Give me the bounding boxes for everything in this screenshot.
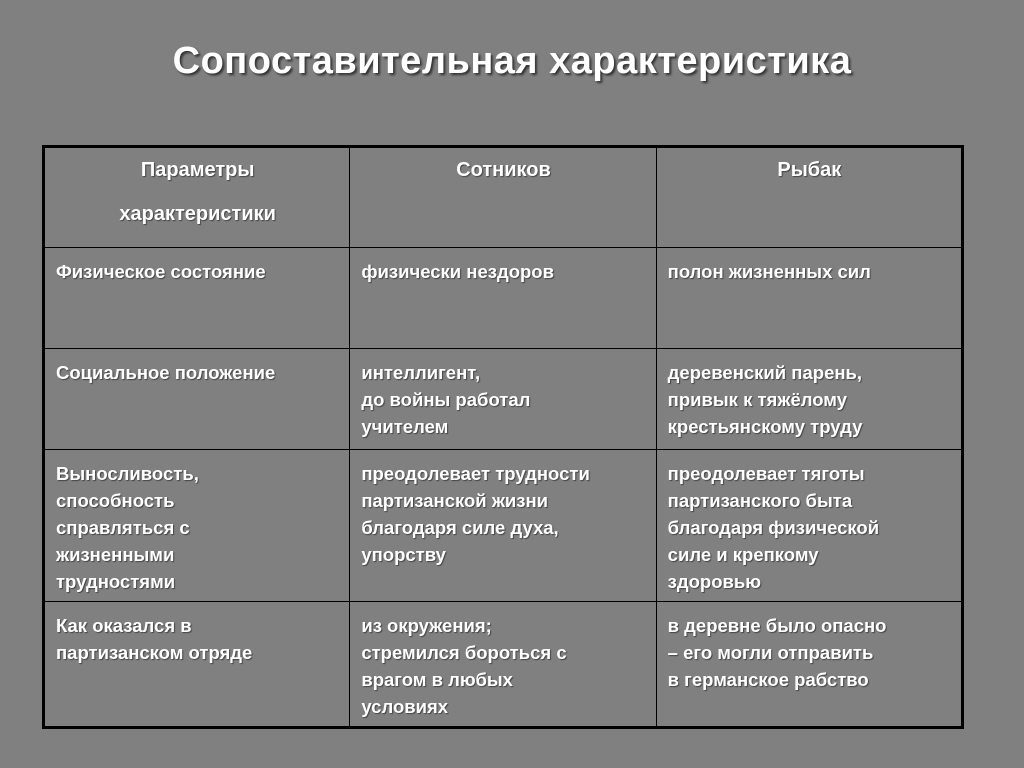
- cell-line: до войны работал: [361, 389, 531, 410]
- cell-line: привык к тяжёлому: [667, 389, 848, 410]
- cell-sotnikov: [350, 602, 656, 728]
- header-parameters: [44, 147, 350, 248]
- cell-rybak: [656, 602, 962, 728]
- cell-line: интеллигент,: [361, 362, 481, 383]
- cell-line: в деревне было опасно: [667, 615, 887, 636]
- cell-param: [44, 248, 350, 349]
- cell-line: Социальное положение: [56, 362, 276, 383]
- slide-title: Сопоставительная характеристика: [172, 40, 852, 82]
- cell-line: полон жизненных сил: [667, 261, 871, 282]
- header-rybak-label: Рыбак: [777, 159, 842, 181]
- cell-line: крестьянскому труду: [667, 416, 863, 437]
- cell-sotnikov: [350, 450, 656, 602]
- cell-line: жизненными: [56, 544, 175, 565]
- cell-line: преодолевает тяготы: [667, 463, 865, 484]
- table-row: [44, 602, 963, 728]
- cell-rybak: [656, 450, 962, 602]
- cell-line: в германское рабство: [667, 669, 869, 690]
- cell-line: справляться с: [56, 517, 190, 538]
- cell-line: условиях: [361, 696, 449, 717]
- cell-line: Физическое состояние: [56, 261, 266, 282]
- cell-param: [44, 602, 350, 728]
- cell-line: упорству: [361, 544, 446, 565]
- header-sotnikov: [350, 147, 656, 248]
- cell-line: учителем: [361, 416, 449, 437]
- cell-line: врагом в любых: [361, 669, 513, 690]
- cell-line: стремился бороться с: [361, 642, 567, 663]
- cell-param: [44, 349, 350, 450]
- cell-line: трудностями: [56, 571, 176, 592]
- cell-line: физически нездоров: [361, 261, 554, 282]
- header-rybak: [656, 147, 962, 248]
- table-row: [44, 450, 963, 602]
- cell-line: Как оказался в: [56, 615, 192, 636]
- table-row: [44, 248, 963, 349]
- header-sotnikov-label: Сотников: [456, 159, 551, 181]
- cell-sotnikov: [350, 349, 656, 450]
- comparison-table: [42, 145, 964, 729]
- cell-line: партизанского быта: [667, 490, 853, 511]
- cell-line: преодолевает трудности: [361, 463, 590, 484]
- cell-line: партизанском отряде: [56, 642, 253, 663]
- table-header-row: [44, 147, 963, 248]
- cell-line: благодаря физической: [667, 517, 880, 538]
- cell-param: [44, 450, 350, 602]
- cell-line: партизанской жизни: [361, 490, 549, 511]
- cell-line: благодаря силе духа,: [361, 517, 559, 538]
- cell-line: из окружения;: [361, 615, 492, 636]
- cell-line: Выносливость,: [56, 463, 199, 484]
- cell-line: деревенский парень,: [667, 362, 863, 383]
- cell-line: силе и крепкому: [667, 544, 819, 565]
- header-parameters-line2: характеристики: [119, 203, 276, 225]
- cell-line: способность: [56, 490, 175, 511]
- cell-line: – его могли отправить: [667, 642, 874, 663]
- table-row: [44, 349, 963, 450]
- cell-rybak: [656, 248, 962, 349]
- cell-line: здоровью: [667, 571, 762, 592]
- cell-rybak: [656, 349, 962, 450]
- cell-sotnikov: [350, 248, 656, 349]
- header-parameters-line1: Параметры: [140, 159, 255, 181]
